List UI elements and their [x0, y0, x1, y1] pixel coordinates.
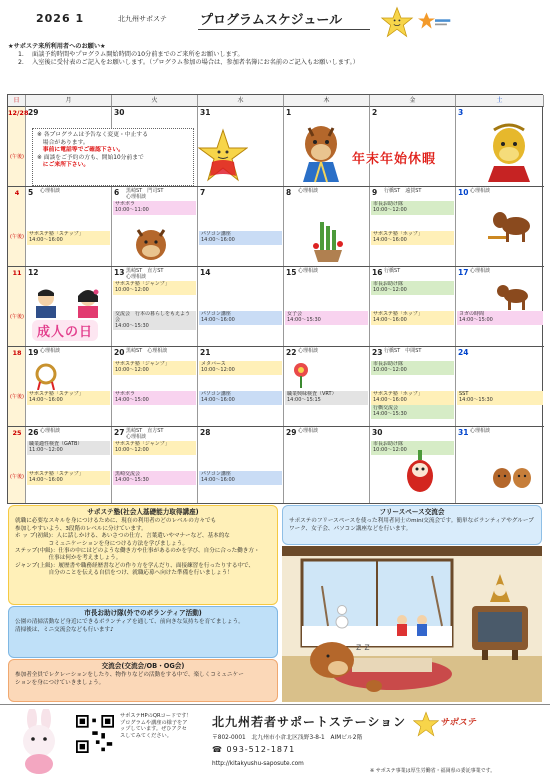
- day-number: 10: [458, 188, 469, 197]
- footer-note: ※ サポステ事業は厚生労働省・福岡県の委託事業です。: [370, 768, 496, 774]
- afternoon-label: (午後): [10, 314, 24, 320]
- calendar-day-cell[interactable]: [370, 267, 456, 346]
- note-line: 事前に電話等でご確認下さい。: [37, 147, 124, 154]
- event-title: サポステ塾「ジャンプ」: [115, 361, 170, 367]
- event-time: 10:00～12:00: [115, 286, 149, 293]
- day-number: 6: [114, 188, 120, 197]
- event-time: 14:00～16:00: [201, 236, 235, 243]
- afternoon-label: (午後): [10, 474, 24, 480]
- page-header: [0, 0, 550, 42]
- event-title: 市長お助け隊: [373, 361, 404, 367]
- day-note: 心理相談: [298, 188, 319, 194]
- weekday-header: 土: [456, 95, 544, 107]
- note-line: ※ 面談をご予約の方も、開始10分前まで: [37, 154, 144, 161]
- event-title: サポステ塾「ジャンプ」: [115, 441, 170, 447]
- program-event[interactable]: [27, 441, 110, 455]
- program-event[interactable]: [371, 201, 454, 215]
- weekday-header: 月: [26, 95, 112, 107]
- event-time: 14:00～16:00: [29, 396, 63, 403]
- event-title: 職業興味検査（VRT）: [287, 391, 337, 397]
- program-event[interactable]: [199, 231, 282, 245]
- rabbit-mascot-icon: [8, 709, 70, 775]
- juku-line: 参加しやすいよう、3段階のレベルに分けています。: [15, 525, 147, 532]
- day-note: 心理相談: [40, 348, 61, 354]
- event-time: 14:00～16:00: [201, 476, 235, 483]
- program-event[interactable]: [285, 311, 368, 325]
- day-number: 20: [114, 348, 125, 357]
- calendar-day-cell[interactable]: [284, 427, 370, 503]
- otasuke-line: 公園の清掃活動など身近にできるボランティアを通して、前向きな気持ちを育てましょう。: [15, 619, 244, 626]
- program-event[interactable]: [371, 281, 454, 295]
- golden-horse-icon: [484, 122, 534, 184]
- kadomatsu-icon: [302, 216, 350, 264]
- event-time: 14:00～16:00: [201, 316, 235, 323]
- event-title: ヨガの時間: [459, 311, 485, 317]
- day-number: 31: [200, 108, 211, 117]
- sunday-date: 12/28: [8, 109, 29, 117]
- calendar-day-cell[interactable]: [370, 187, 456, 266]
- sunday-date: 25: [12, 429, 22, 437]
- org-name: 北九州サポステ: [118, 15, 167, 23]
- sunday-cell: [8, 267, 26, 346]
- koryu-line: ションを身につけていきましょう。: [15, 679, 105, 686]
- day-note: 心理相談: [298, 428, 319, 434]
- calendar-day-cell[interactable]: [198, 347, 284, 426]
- day-note: 心理相談: [298, 268, 319, 274]
- event-title: SST: [459, 391, 469, 397]
- day-note: 行橋ST: [384, 268, 401, 274]
- daruma-icon: [404, 448, 436, 494]
- juku-line: ジャンプ(上級)：履歴書や職務経歴書などの作り方を学んだり、面接練習を行ったりする中で、: [15, 562, 255, 569]
- wreath-icon: [30, 362, 62, 390]
- calendar-day-cell[interactable]: [198, 267, 284, 346]
- event-time: 10:00～12:00: [373, 366, 407, 373]
- calendar-day-cell[interactable]: [370, 347, 456, 426]
- day-note: 心理相談: [40, 428, 61, 434]
- day-number: 31: [458, 428, 469, 437]
- program-event[interactable]: [113, 391, 196, 405]
- schedule-caution-note: [32, 128, 194, 186]
- event-time: 10:00～12:00: [373, 446, 407, 453]
- program-event[interactable]: [113, 361, 196, 375]
- event-title: 職業適性検査（GATB）: [29, 441, 83, 447]
- address: 〒802-0001 北九州市小倉北区浅野3-8-1 AIMビル2階: [212, 735, 363, 741]
- calendar-day-cell[interactable]: [112, 347, 198, 426]
- day-number: 5: [28, 188, 34, 197]
- sunday-cell: [8, 107, 29, 186]
- horse-face-icon: [132, 226, 170, 262]
- day-number: 30: [114, 108, 125, 117]
- winter-room-illustration: [282, 546, 542, 702]
- event-time: 14:00～15:30: [373, 410, 407, 417]
- event-title: サポステ塾「ジャンプ」: [115, 281, 170, 287]
- koryu-line: 参加者全員でレクレーションをしたり、物作りなどの活動をする中で、楽しくコミュニケー: [15, 672, 244, 679]
- event-title: サポステ塾「ステップ」: [29, 391, 84, 397]
- event-time: 10:00～11:00: [115, 206, 149, 213]
- event-title: 行橋交流会: [373, 405, 399, 411]
- event-time: 14:00～16:00: [29, 476, 63, 483]
- calendar-day-cell[interactable]: [198, 427, 284, 503]
- event-time: 10:00～12:00: [201, 366, 235, 373]
- sunday-cell: [8, 187, 26, 266]
- event-title: サポボラ: [115, 201, 136, 207]
- koryu-section: [8, 659, 278, 702]
- program-event[interactable]: [113, 281, 196, 295]
- program-event[interactable]: [371, 231, 454, 245]
- notes-title: ★サポステ来所利用者へのお願い★: [8, 43, 106, 50]
- event-title: 黒崎交流会: [115, 471, 141, 477]
- day-note: 心理相談: [470, 428, 491, 434]
- sunday-date: 18: [12, 349, 22, 357]
- day-number: 9: [372, 188, 378, 197]
- day-number: 2: [372, 108, 378, 117]
- event-time: 14:00～16:00: [201, 396, 235, 403]
- weekday-header: 金: [370, 95, 456, 107]
- event-title: 女子会: [287, 311, 303, 317]
- event-time: 14:00～16:00: [373, 396, 407, 403]
- day-note: 黒崎ST 直方ST 心理相談: [126, 268, 164, 280]
- day-number: 29: [28, 108, 39, 117]
- afternoon-label: (午後): [10, 394, 24, 400]
- otasuke-section: [8, 606, 278, 658]
- program-event[interactable]: [457, 311, 543, 325]
- juku-line: ホ ッ プ(初級)：人に話しかける、あいさつの仕方、言葉遣いやマナーなど、基本的な: [15, 533, 230, 540]
- calendar-day-cell[interactable]: [284, 267, 370, 346]
- saposute-small-logo-icon: [418, 10, 452, 32]
- program-event[interactable]: [199, 361, 282, 375]
- weekday-header: 水: [198, 95, 284, 107]
- event-time: 10:00～12:00: [115, 366, 149, 373]
- day-number: 21: [200, 348, 211, 357]
- event-title: サポステ塾「ホップ」: [373, 311, 423, 317]
- day-number: 30: [372, 428, 383, 437]
- note-line: にご来所下さい。: [37, 162, 90, 169]
- program-event[interactable]: [27, 231, 110, 245]
- event-title: サポステ塾「ステップ」: [29, 231, 84, 237]
- day-note: 行橋ST 遠賀ST: [384, 188, 422, 194]
- day-note: 行橋ST 中間ST: [384, 348, 422, 354]
- day-number: 26: [28, 428, 39, 437]
- calendar-day-cell[interactable]: [26, 427, 112, 503]
- note-line: 場合があります。: [37, 139, 89, 146]
- program-event[interactable]: [371, 405, 454, 419]
- saposute-logo: サポステ: [440, 718, 476, 728]
- program-event[interactable]: [113, 311, 196, 330]
- event-title: メタバース: [201, 361, 226, 367]
- program-event[interactable]: [285, 391, 368, 405]
- program-event[interactable]: [371, 311, 454, 325]
- horse-in-kimono-icon: [295, 122, 347, 184]
- program-event[interactable]: [371, 391, 454, 405]
- day-note: 黒崎ST 直方ST 心理相談: [126, 428, 164, 440]
- calendar-week-row: [8, 427, 544, 503]
- event-time: 14:00～15:30: [459, 396, 493, 403]
- calendar-day-cell[interactable]: [112, 267, 198, 346]
- event-title: サポステ塾「ホップ」: [373, 391, 423, 397]
- event-title: 市長お助け隊: [373, 281, 404, 287]
- juku-line: 就職に必要なスキルを身につけるために、現在の利用者のどのレベルの方々でも: [15, 518, 217, 525]
- program-event[interactable]: [27, 391, 110, 405]
- event-time: 11:00～12:00: [29, 446, 63, 453]
- juku-section: [8, 505, 278, 605]
- day-number: 16: [372, 268, 383, 277]
- day-number: 7: [200, 188, 206, 197]
- event-time: 10:00～12:00: [373, 206, 407, 213]
- qr-code-icon[interactable]: [76, 715, 114, 753]
- program-event[interactable]: [199, 391, 282, 405]
- program-event[interactable]: [199, 311, 282, 325]
- program-event[interactable]: [457, 391, 543, 405]
- horse-pulling-icon: [486, 206, 538, 246]
- event-title: パソコン講座: [201, 471, 231, 477]
- event-title: パソコン講座: [201, 391, 231, 397]
- sunday-date: 4: [14, 189, 20, 197]
- event-title: パソコン講座: [201, 311, 231, 317]
- calendar-day-cell[interactable]: [370, 107, 456, 186]
- boy-hakama-icon: [26, 288, 66, 318]
- event-time: 14:00～15:30: [115, 476, 149, 483]
- day-number: 28: [200, 428, 211, 437]
- star-mascot-icon: [380, 6, 414, 38]
- website-link[interactable]: http://kitakyushu-saposute.com: [212, 761, 304, 767]
- event-title: 交流会 行本の暮らしをもえよう会: [115, 311, 191, 323]
- event-title: パソコン講座: [201, 231, 231, 237]
- day-number: 22: [286, 348, 297, 357]
- free-space-line: サポステのフリースペースを使った利用者同士のmini交流会です。簡単なボランティアやグループワーク、女子会、パソコン講座などを行います。: [289, 518, 534, 532]
- footer: [0, 704, 550, 778]
- event-time: 14:00～15:30: [115, 322, 149, 329]
- star-new-year-mascot-icon: [198, 128, 248, 186]
- day-note: 心理相談: [470, 188, 491, 194]
- program-event[interactable]: [113, 471, 196, 485]
- calendar-day-cell[interactable]: [112, 427, 198, 503]
- calendar-day-cell[interactable]: [26, 187, 112, 266]
- day-note: 心理相談: [40, 188, 61, 194]
- day-note: 心理相談: [470, 268, 491, 274]
- event-time: 10:00～12:00: [115, 446, 149, 453]
- coming-of-age-day-label: 成人の日: [32, 320, 98, 341]
- year-end-holiday-label: 年末年始休暇: [352, 152, 437, 167]
- event-time: 14:00～16:00: [373, 316, 407, 323]
- event-time: 14:00～15:30: [287, 316, 321, 323]
- event-title: サポステ塾「ホップ」: [373, 231, 423, 237]
- day-number: 3: [458, 108, 464, 117]
- event-time: 14:00～15:00: [459, 316, 493, 323]
- day-number: 19: [28, 348, 39, 357]
- weekday-header: 火: [112, 95, 198, 107]
- event-title: 市長お助け隊: [373, 201, 404, 207]
- visitor-notes: [8, 43, 542, 68]
- year-month: 2026 1: [36, 12, 85, 25]
- program-event[interactable]: [371, 361, 454, 375]
- day-number: 17: [458, 268, 469, 277]
- day-number: 1: [286, 108, 292, 117]
- program-event[interactable]: [113, 441, 196, 455]
- day-note: 黒崎ST 心理相談: [126, 348, 168, 354]
- svg-text:z z: z z: [356, 642, 370, 653]
- otasuke-line: 清掃後は、ミニ交流会なども行います♪: [15, 626, 114, 633]
- title-underline: [198, 29, 370, 30]
- weekday-header: 日: [8, 95, 26, 107]
- event-title: サポステ塾「ステップ」: [29, 471, 84, 477]
- notes-item: 2. 入室後に受付表のご記入をお願いします。（プログラム参加の場合は、参加者名簿にお名前のご記入もお願いします。）: [18, 59, 359, 67]
- event-time: 14:00～16:00: [29, 236, 63, 243]
- weekday-header: 木: [284, 95, 370, 107]
- phone-number[interactable]: ☎ 093-512-1871: [212, 745, 296, 754]
- day-number: 15: [286, 268, 297, 277]
- horse-standing-icon: [494, 282, 534, 312]
- juku-line: 仕事は何かを考えましょう。: [15, 555, 122, 562]
- day-number: 24: [458, 348, 469, 357]
- juku-title: サポステ塾(社会人基礎能力取得講座): [87, 508, 199, 516]
- event-title: 市長お助け隊: [373, 441, 404, 447]
- koryu-title: 交流会(交流会/OB・OG会): [101, 662, 185, 670]
- day-number: 27: [114, 428, 125, 437]
- day-note: 黒崎ST 門司ST 心理相談: [126, 188, 164, 200]
- event-time: 14:00～15:15: [287, 396, 321, 403]
- star-mascot-icon: [413, 711, 439, 737]
- day-number: 14: [200, 268, 211, 277]
- juku-line: コミュニケーションを身につける方法を学びましょう。: [15, 540, 188, 547]
- otasuke-title: 市長お助け隊(外でのボランティア活動): [84, 609, 202, 617]
- notes-item: 1. 面談予約時間やプログラム開始時間の10分前までのご来所をお願いします。: [18, 51, 244, 59]
- sunday-cell: [8, 347, 26, 426]
- organization-name: 北九州若者サポートステーション: [212, 715, 407, 729]
- program-event[interactable]: [27, 471, 110, 485]
- afternoon-label: (午後): [10, 154, 24, 160]
- afternoon-label: (午後): [10, 234, 24, 240]
- calendar-day-cell[interactable]: [198, 187, 284, 266]
- calendar-week-row: [8, 347, 544, 427]
- page-title: プログラムスケジュール: [200, 13, 343, 28]
- day-number: 23: [372, 348, 383, 357]
- flower-ornament-icon: [288, 360, 314, 390]
- event-title: サポボラ: [115, 391, 136, 397]
- sunday-cell: [8, 427, 26, 503]
- juku-line: ステップ(中級)：仕事の中にはどのような働き方や仕事があるのかを学び、自分に合った働き方・: [15, 548, 260, 555]
- sunday-date: 11: [12, 269, 22, 277]
- girl-furisode-icon: [68, 288, 108, 318]
- horse-pair-icon: [490, 462, 536, 492]
- program-event[interactable]: [113, 201, 196, 215]
- day-number: 12: [28, 268, 39, 277]
- day-number: 8: [286, 188, 292, 197]
- juku-line: 自分のことを伝える自信をつけ、就職応募へ向けた準備を行いましょう！: [15, 570, 233, 577]
- event-time: 14:00～16:00: [373, 236, 407, 243]
- qr-description: サポステHPのQRコードです！プログラムや講座の様子をアップしています。ぜひアクセスしてみてください。: [120, 713, 192, 739]
- day-number: 29: [286, 428, 297, 437]
- note-line: ※ 各プログラムは予告なく変更・中止する: [37, 132, 148, 138]
- event-time: 14:00～15:00: [115, 396, 149, 403]
- day-number: 13: [114, 268, 125, 277]
- calendar-week-row: [8, 187, 544, 267]
- program-event[interactable]: [199, 471, 282, 485]
- calendar-day-cell[interactable]: [456, 347, 544, 426]
- day-note: 心理相談: [298, 348, 319, 354]
- event-time: 10:00～12:00: [373, 286, 407, 293]
- free-space-title: フリースペース交流会: [379, 508, 445, 516]
- free-space-section: [282, 505, 542, 545]
